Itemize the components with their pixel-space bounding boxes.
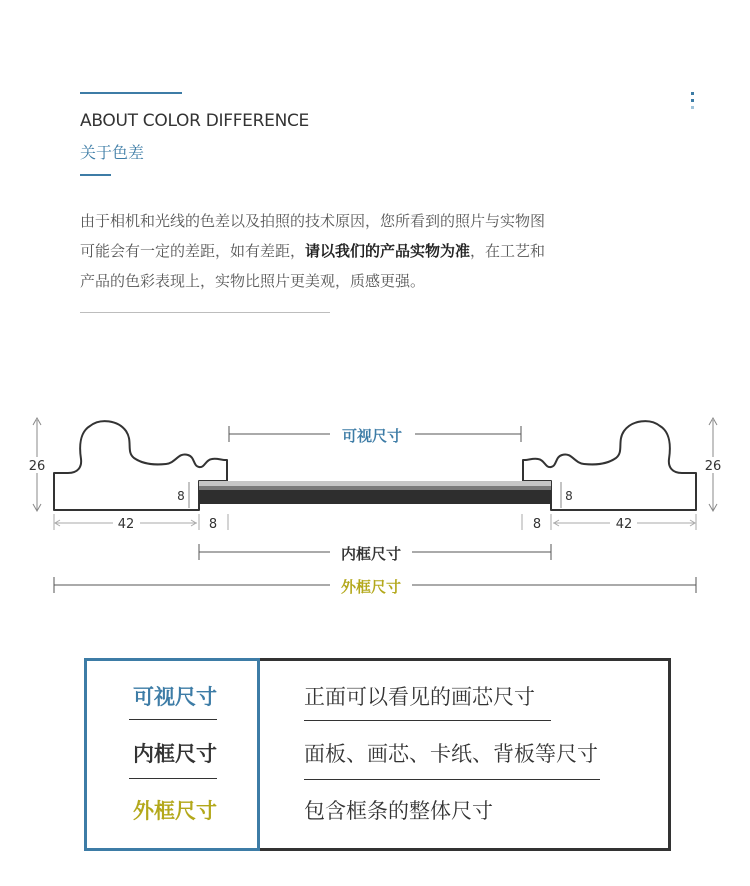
width-right-label: 42: [615, 517, 633, 532]
legend-term-outer: 外框尺寸: [133, 799, 217, 823]
header-accent-line: [80, 92, 182, 94]
width-left-label: 42: [117, 517, 135, 532]
legend-terms-panel: [84, 658, 260, 851]
legend-desc-visible: 正面可以看见的画芯尺寸: [304, 685, 535, 709]
mat-layer: [199, 486, 551, 490]
intro-paragraph: [80, 206, 640, 296]
outer-frame-label: 外框尺寸: [340, 578, 402, 596]
legend-description-panel: [254, 658, 671, 851]
height-left-label: 26: [28, 459, 46, 474]
intro-line-2: 可能会有一定的差距，如有差距，请以我们的产品实物为准，在工艺和: [80, 242, 546, 260]
more-dots-icon[interactable]: [688, 92, 696, 114]
legend-desc-outer: 包含框条的整体尺寸: [304, 799, 493, 823]
intro-line-1: 由于相机和光线的色差以及拍照的技术原因，您所看到的照片与实物图: [80, 212, 546, 230]
visible-size-label: 可视尺寸: [341, 427, 403, 445]
page-title-cn: 关于色差: [80, 143, 145, 162]
inner-left-label: 8: [208, 517, 218, 532]
page-title-en: ABOUT COLOR DIFFERENCE: [80, 111, 310, 131]
legend-desc-inner: 面板、画芯、卡纸、背板等尺寸: [304, 742, 598, 766]
legend-term-divider: [129, 778, 217, 779]
rebate-left-label: 8: [177, 489, 185, 503]
legend-term-visible: 可视尺寸: [133, 685, 217, 709]
height-right-label: 26: [704, 459, 722, 474]
legend-term-inner: 内框尺寸: [133, 742, 217, 766]
rebate-right-label: 8: [565, 489, 573, 503]
intro-line-3: 产品的色彩表现上，实物比照片更美观，质感更强。: [80, 272, 426, 290]
inner-frame-label: 内框尺寸: [340, 545, 402, 563]
legend-desc-divider: [304, 720, 551, 721]
glass-layer: [199, 481, 551, 486]
intro-emphasis: 请以我们的产品实物为准: [305, 242, 471, 260]
paragraph-divider: [80, 312, 330, 313]
legend-desc-divider: [304, 779, 600, 780]
legend-term-divider: [129, 719, 217, 720]
frame-profile-diagram: [0, 400, 750, 610]
title-underline: [80, 174, 111, 176]
inner-right-label: 8: [532, 517, 542, 532]
backing-board: [199, 490, 551, 504]
